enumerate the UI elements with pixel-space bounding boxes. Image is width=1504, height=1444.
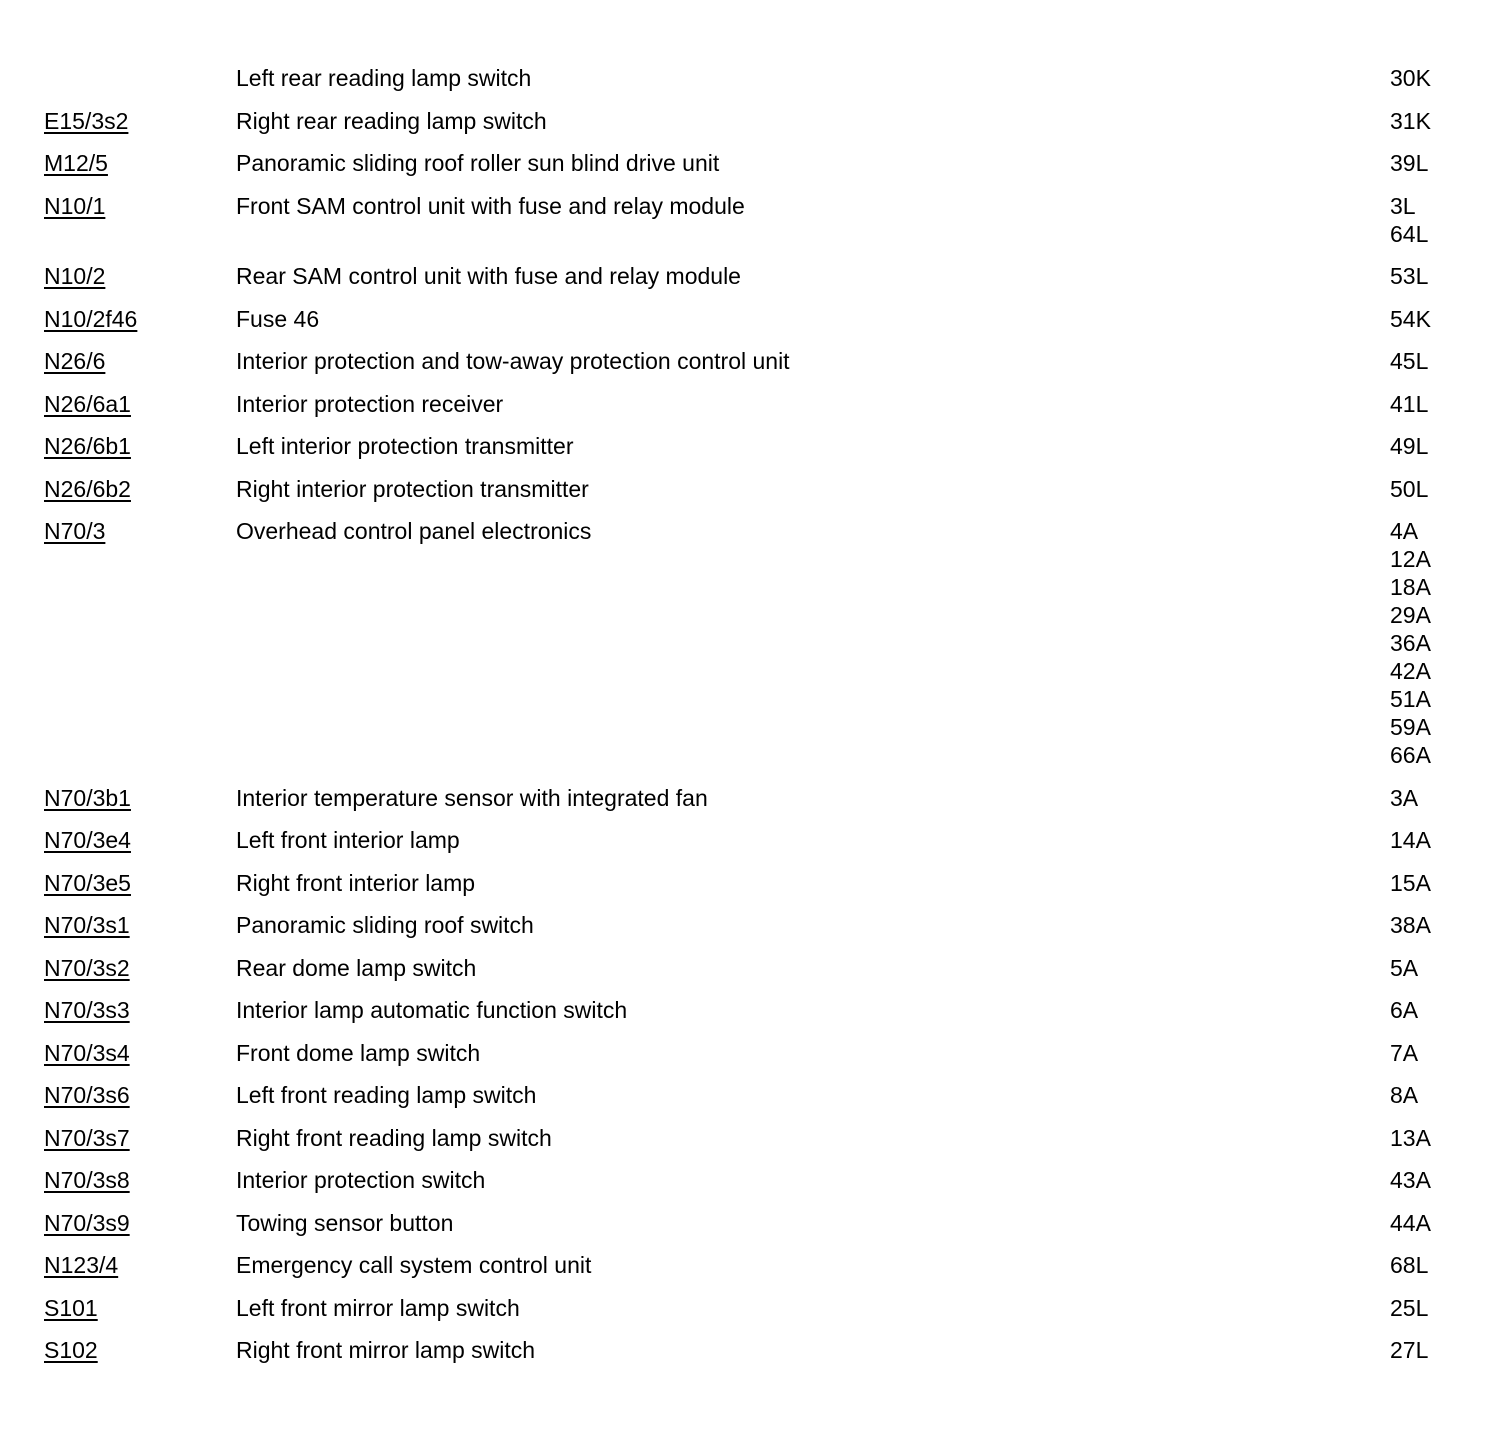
legend-row [44,996,1464,1024]
grid-reference: 27L [1390,1337,1429,1363]
component-description: Right front reading lamp switch [236,1124,552,1151]
component-description: Interior protection switch [236,1167,486,1193]
grid-reference: 29A [1390,602,1431,628]
component-description: Interior protection and tow-away protection control unit [236,348,790,374]
legend-row [44,1081,1464,1109]
grid-reference: 3L [1390,192,1416,219]
component-description: Right interior protection transmitter [236,475,589,502]
grid-reference: 68L [1390,1252,1429,1278]
component-description: Towing sensor button [236,1209,454,1236]
component-code-link[interactable]: N26/6b1 [44,433,131,459]
grid-reference: 44A [1390,1209,1431,1236]
legend-row [44,784,1464,812]
component-code-link[interactable]: E15/3s2 [44,107,129,134]
grid-reference: 30K [1390,65,1431,91]
legend-row [44,149,1464,177]
legend-row [44,1336,1464,1364]
grid-reference-list [1390,784,1464,812]
grid-reference: 42A [1390,658,1431,684]
grid-reference: 53L [1390,263,1429,289]
grid-reference-list [1390,149,1464,177]
component-description: Right front mirror lamp switch [236,1337,536,1363]
grid-reference: 3A [1390,784,1419,811]
component-code-link[interactable]: S101 [44,1294,98,1321]
grid-reference-list [1390,192,1464,248]
component-description: Left front interior lamp [236,827,460,853]
grid-reference-list [1390,107,1464,135]
grid-reference: 54K [1390,305,1431,332]
component-code-link[interactable]: N70/3s6 [44,1082,130,1108]
component-code-link[interactable]: N70/3s4 [44,1039,130,1066]
component-code-link[interactable]: N123/4 [44,1252,119,1278]
legend-row [44,64,1464,92]
grid-reference: 38A [1390,912,1431,938]
grid-reference: 39L [1390,150,1429,176]
legend-row [44,432,1464,460]
grid-reference: 14A [1390,827,1431,853]
component-description: Right front interior lamp [236,869,476,896]
component-code-link[interactable]: N70/3s1 [44,912,130,938]
legend-row [44,475,1464,503]
grid-reference-list [1390,1336,1464,1364]
grid-reference: 45L [1390,348,1429,374]
legend-row [44,1166,1464,1194]
grid-reference: 15A [1390,869,1431,896]
component-code-link[interactable]: N70/3s3 [44,997,130,1023]
component-description: Left front reading lamp switch [236,1082,537,1108]
component-code-link[interactable]: N70/3b1 [44,784,131,811]
grid-reference: 36A [1390,630,1431,656]
component-description: Emergency call system control unit [236,1252,592,1278]
grid-reference: 41L [1390,390,1429,417]
grid-reference-list [1390,996,1464,1024]
component-code-link[interactable]: N70/3s7 [44,1124,130,1151]
legend-row [44,1294,1464,1322]
grid-reference: 51A [1390,686,1431,712]
legend-row [44,954,1464,982]
component-description: Panoramic sliding roof switch [236,912,534,938]
component-code-link[interactable]: S102 [44,1337,98,1363]
legend-row [44,390,1464,418]
grid-reference-list [1390,1209,1464,1237]
grid-reference: 8A [1390,1082,1419,1108]
component-description: Rear SAM control unit with fuse and relay module [236,263,741,289]
legend-row [44,517,1464,769]
grid-reference: 25L [1390,1294,1429,1321]
component-description: Front dome lamp switch [236,1039,481,1066]
component-description: Interior protection receiver [236,390,504,417]
component-description: Left interior protection transmitter [236,433,574,459]
component-description: Interior lamp automatic function switch [236,997,628,1023]
component-code-link[interactable]: N70/3s8 [44,1167,130,1193]
component-legend-list [44,64,1464,1379]
component-description: Left front mirror lamp switch [236,1294,520,1321]
component-description: Left rear reading lamp switch [236,65,532,91]
grid-reference: 4A [1390,518,1419,544]
grid-reference-list [1390,517,1464,769]
component-description: Front SAM control unit with fuse and relay module [236,192,745,219]
component-description: Overhead control panel electronics [236,518,592,544]
component-code-link[interactable]: N70/3s9 [44,1209,130,1236]
component-code-link[interactable]: N26/6a1 [44,390,131,417]
legend-row [44,1039,1464,1067]
component-description: Right rear reading lamp switch [236,107,547,134]
component-code-link[interactable]: N70/3e4 [44,827,131,853]
grid-reference-list [1390,1294,1464,1322]
grid-reference: 66A [1390,742,1431,768]
grid-reference-list [1390,1166,1464,1194]
grid-reference-list [1390,262,1464,290]
legend-row [44,1124,1464,1152]
component-description: Panoramic sliding roof roller sun blind drive unit [236,150,720,176]
legend-row [44,1209,1464,1237]
grid-reference-list [1390,954,1464,982]
grid-reference-list [1390,390,1464,418]
component-code-link[interactable]: N26/6b2 [44,475,131,502]
grid-reference-list [1390,347,1464,375]
legend-row [44,869,1464,897]
component-code-link[interactable]: N70/3e5 [44,869,131,896]
grid-reference-list [1390,305,1464,333]
component-code-link[interactable]: N70/3 [44,518,106,544]
grid-reference: 43A [1390,1167,1431,1193]
grid-reference-list [1390,1081,1464,1109]
grid-reference: 12A [1390,546,1431,572]
grid-reference: 31K [1390,107,1431,134]
grid-reference-list [1390,1039,1464,1067]
grid-reference: 13A [1390,1124,1431,1151]
grid-reference-list [1390,826,1464,854]
grid-reference: 5A [1390,954,1419,981]
grid-reference-list [1390,432,1464,460]
legend-row [44,347,1464,375]
legend-row [44,305,1464,333]
grid-reference-list [1390,911,1464,939]
grid-reference: 7A [1390,1039,1419,1066]
grid-reference: 18A [1390,574,1431,600]
grid-reference-list [1390,64,1464,92]
component-description: Interior temperature sensor with integrated fan [236,784,708,811]
legend-row [44,262,1464,290]
grid-reference-list [1390,1251,1464,1279]
legend-row [44,826,1464,854]
component-description: Fuse 46 [236,305,320,332]
legend-row [44,911,1464,939]
grid-reference: 6A [1390,997,1419,1023]
grid-reference: 64L [1390,220,1429,247]
component-code-link[interactable]: N10/2f46 [44,305,138,332]
legend-row [44,1251,1464,1279]
grid-reference: 59A [1390,714,1431,740]
component-code-link[interactable]: N10/1 [44,192,106,219]
component-description: Rear dome lamp switch [236,954,477,981]
component-code-link[interactable]: N70/3s2 [44,954,130,981]
legend-row [44,192,1464,248]
component-code-link[interactable]: M12/5 [44,150,108,176]
grid-reference-list [1390,869,1464,897]
legend-row [44,107,1464,135]
grid-reference: 49L [1390,433,1429,459]
grid-reference: 50L [1390,475,1429,502]
grid-reference-list [1390,475,1464,503]
component-code-link[interactable]: N26/6 [44,348,106,374]
grid-reference-list [1390,1124,1464,1152]
component-code-link[interactable]: N10/2 [44,263,106,289]
